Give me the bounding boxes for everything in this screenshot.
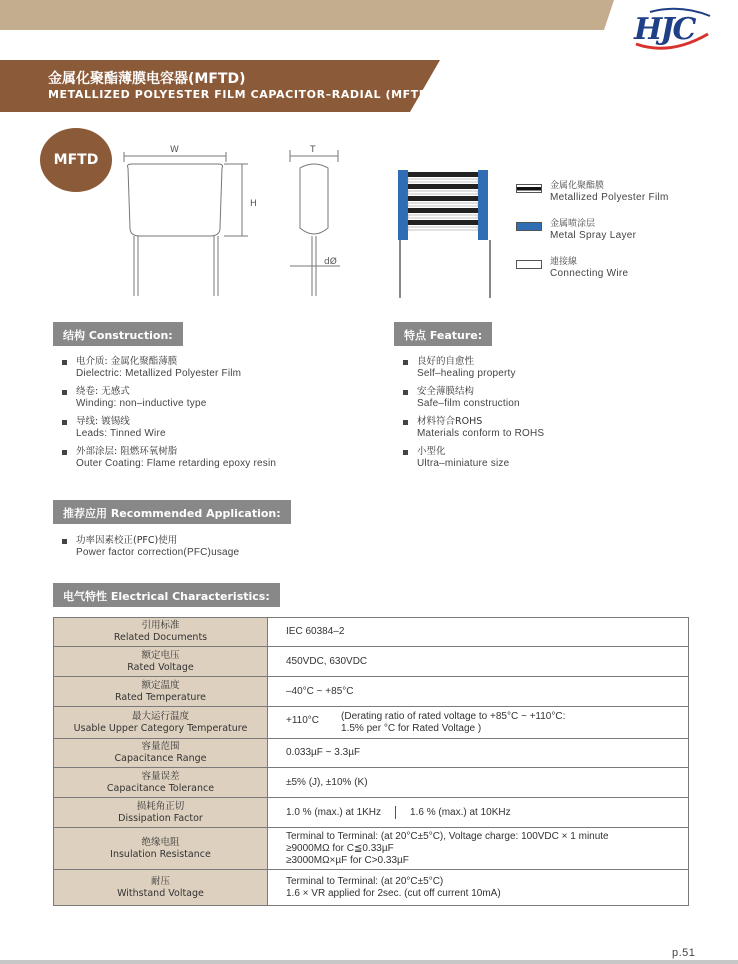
header-band xyxy=(0,0,738,30)
application-list xyxy=(62,535,239,565)
dimension-drawing xyxy=(110,140,370,310)
table-row: 额定电压 Rated Voltage 450VDC, 630VDC xyxy=(54,647,689,677)
page-number: p.51 xyxy=(672,947,696,959)
table-row: 耐压 Withstand Voltage Terminal to Terminal: (at 20°C±5°C) 1.6 × VR applied for 2sec. (cut off current 10mA) xyxy=(54,870,689,906)
list-item: 良好的自愈性 Self–healing property xyxy=(403,356,544,380)
list-item: 电介质: 金属化聚酯薄膜 Dielectric: Metallized Polyester Film xyxy=(62,356,276,380)
list-item: 小型化 Ultra–miniature size xyxy=(403,446,544,470)
dim-w-label: W xyxy=(170,145,179,155)
legend-item xyxy=(516,180,669,204)
legend-en: Metallized Polyester Film xyxy=(550,192,669,203)
list-item: 安全薄膜结构 Safe–film construction xyxy=(403,386,544,410)
spray-swatch-icon xyxy=(516,222,542,231)
wire-swatch-icon xyxy=(516,260,542,269)
feature-list xyxy=(403,356,544,476)
dim-t-label: T xyxy=(310,145,316,155)
table-row: 最大运行温度 Usable Upper Category Temperature +110°C (Derating ratio of rated voltage to +85°C ~ +110°C: 1.5% per °C for Rated Voltage ) xyxy=(54,707,689,739)
page-title-cn: 金属化聚酯薄膜电容器(MFTD) xyxy=(48,71,246,87)
hjc-logo xyxy=(630,4,714,56)
list-item: 绕卷: 无感式 Winding: non–inductive type xyxy=(62,386,276,410)
dim-h-label: H xyxy=(250,199,257,209)
footer-rule xyxy=(0,960,738,964)
table-row: 容量误差 Capacitance Tolerance ±5% (J), ±10% (K) xyxy=(54,768,689,798)
dim-d-label: dØ xyxy=(324,257,337,267)
table-row: 损耗角正切 Dissipation Factor 1.0 % (max.) at 1KHz 1.6 % (max.) at 10KHz xyxy=(54,798,689,828)
legend-item xyxy=(516,218,669,242)
list-item: 功率因素校正(PFC)使用 Power factor correction(PFC)usage xyxy=(62,535,239,559)
construction-list xyxy=(62,356,276,476)
table-row: 绝缘电阻 Insulation Resistance Terminal to Terminal: (at 20°C±5°C), Voltage charge: 100VDC × 1 minute ≥9000MΩ for C≦0.33µF ≥3000MΩ×µF for C>0.33µF xyxy=(54,828,689,870)
table-row: 引用标准 Related Documents IEC 60384–2 xyxy=(54,618,689,647)
electrical-heading: 电气特性 Electrical Characteristics: xyxy=(53,583,280,607)
list-item: 导线: 镀锡线 Leads: Tinned Wire xyxy=(62,416,276,440)
model-badge: MFTD xyxy=(40,128,112,192)
legend-en: Metal Spray Layer xyxy=(550,230,637,241)
legend-cn: 金属化聚酯膜 xyxy=(550,181,605,191)
list-item: 外部涂层: 阻燃环氧树脂 Outer Coating: Flame retarding epoxy resin xyxy=(62,446,276,470)
electrical-table xyxy=(53,617,689,906)
legend-cn: 連接線 xyxy=(550,257,578,267)
legend xyxy=(516,180,669,294)
page-title-en: METALLIZED POLYESTER FILM CAPACITOR–RADIAL (MFTD) xyxy=(48,88,435,101)
value-separator xyxy=(395,806,396,819)
film-swatch-icon xyxy=(516,184,542,193)
construction-heading: 结构 Construction: xyxy=(53,322,183,346)
legend-item xyxy=(516,256,669,280)
legend-en: Connecting Wire xyxy=(550,268,629,279)
logo-text: HJC xyxy=(634,12,695,47)
feature-heading: 特点 Feature: xyxy=(394,322,492,346)
list-item: 材料符合ROHS Materials conform to ROHS xyxy=(403,416,544,440)
legend-cn: 金属喷涂层 xyxy=(550,219,596,229)
table-row: 容量范围 Capacitance Range 0.033µF ~ 3.3µF xyxy=(54,739,689,768)
table-row: 额定温度 Rated Temperature –40°C ~ +85°C xyxy=(54,677,689,707)
cross-section-drawing xyxy=(390,164,500,304)
application-heading: 推荐应用 Recommended Application: xyxy=(53,500,291,524)
